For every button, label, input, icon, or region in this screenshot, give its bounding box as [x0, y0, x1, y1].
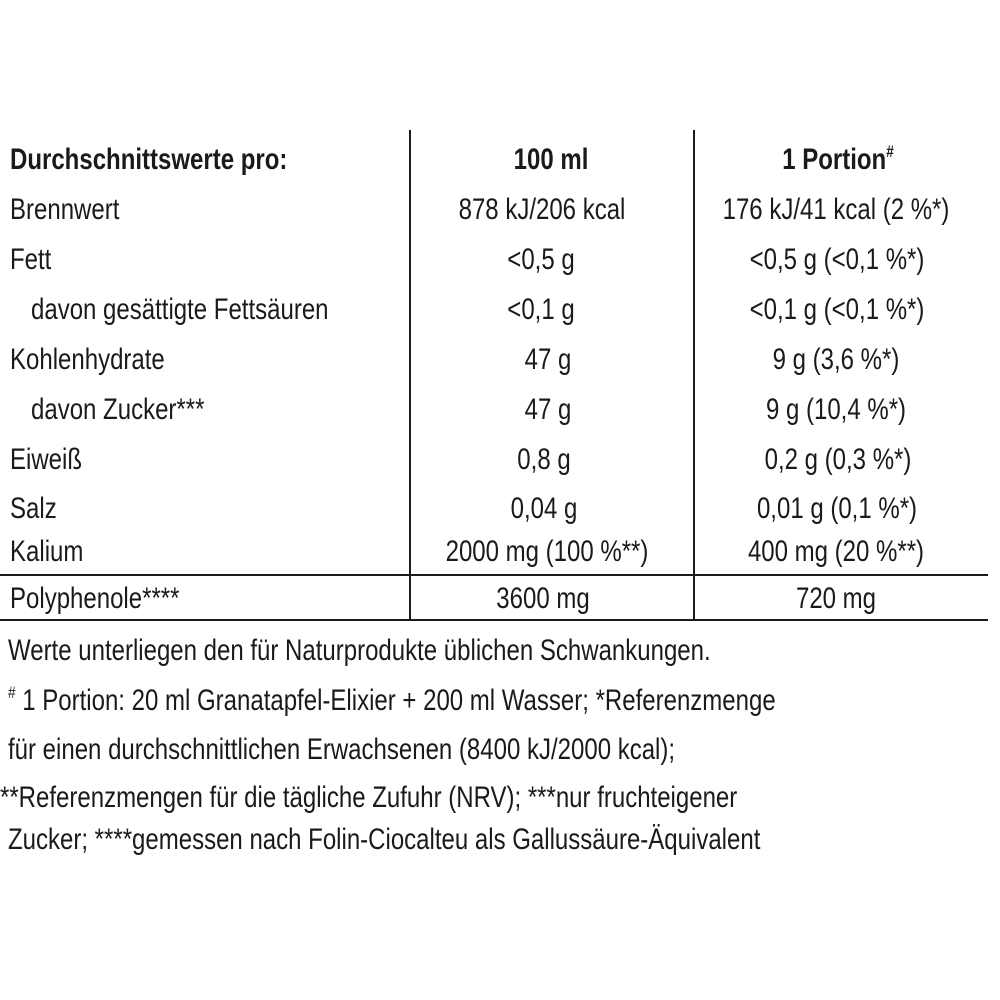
row-label-gesaettigte-fettsaeuren: davon gesättigte Fettsäuren [31, 293, 329, 326]
footnote-line-4: **Referenzmengen für die tägliche Zufuhr (NRV); ***nur fruchteigener [0, 781, 738, 814]
row-value-portion: 0,01 g (0,1 %*) [756, 492, 918, 525]
row-value-100ml: <0,5 g [507, 243, 575, 276]
row-value-100ml: 47 g [524, 393, 572, 426]
footnote-portion-mark: # [8, 683, 16, 702]
row-value-portion: 400 mg (20 %**) [747, 535, 925, 568]
row-value-100ml: <0,1 g [507, 293, 575, 326]
row-value-portion: 176 kJ/41 kcal (2 %*) [722, 193, 950, 226]
footnote-line-5: Zucker; ****gemessen nach Folin-Ciocalteu als Gallussäure-Äquivalent [8, 823, 761, 856]
row-value-100ml: 878 kJ/206 kcal [458, 193, 626, 226]
header-col-portion [782, 142, 894, 176]
row-divider-bottom [0, 619, 988, 621]
row-value-portion: 0,2 g (0,3 %*) [764, 443, 912, 476]
row-value-100ml: 2000 mg (100 %**) [445, 535, 649, 568]
row-value-100ml: 0,04 g [510, 492, 578, 525]
header-label: Durchschnittswerte pro: [10, 143, 288, 176]
row-value-portion: 9 g (3,6 %*) [772, 343, 900, 376]
row-label-kalium: Kalium [10, 535, 84, 568]
column-divider-left [409, 130, 411, 620]
row-value-portion: 9 g (10,4 %*) [765, 393, 907, 426]
row-label-kohlenhydrate: Kohlenhydrate [10, 343, 165, 376]
header-col-portion-label: 1 Portion [782, 143, 887, 176]
row-label-polyphenole: Polyphenole**** [10, 582, 180, 615]
portion-footnote-mark: # [886, 142, 894, 161]
row-label-fett: Fett [10, 243, 52, 276]
row-label-salz: Salz [10, 492, 57, 525]
row-label-eiweiss: Eiweiß [10, 443, 83, 476]
row-divider-top [0, 574, 988, 576]
row-value-portion: <0,5 g (<0,1 %*) [749, 243, 925, 276]
footnote-line-3: für einen durchschnittlichen Erwachsenen (8400 kJ/2000 kcal); [8, 733, 676, 766]
column-divider-right [693, 130, 695, 620]
row-label-zucker: davon Zucker*** [31, 393, 205, 426]
row-value-portion: 720 mg [795, 582, 877, 615]
footnote-line-2-text: 1 Portion: 20 ml Granatapfel-Elixier + 200 ml Wasser; *Referenzmenge [15, 684, 776, 717]
row-value-100ml: 47 g [524, 343, 572, 376]
row-value-100ml: 3600 mg [496, 582, 590, 615]
row-label-brennwert: Brennwert [10, 193, 120, 226]
footnote-line-2 [8, 683, 776, 717]
header-col-100ml: 100 ml [513, 143, 589, 176]
row-value-100ml: 0,8 g [517, 443, 571, 476]
footnote-line-1: Werte unterliegen den für Naturprodukte üblichen Schwankungen. [8, 634, 711, 667]
row-value-portion: <0,1 g (<0,1 %*) [749, 293, 925, 326]
